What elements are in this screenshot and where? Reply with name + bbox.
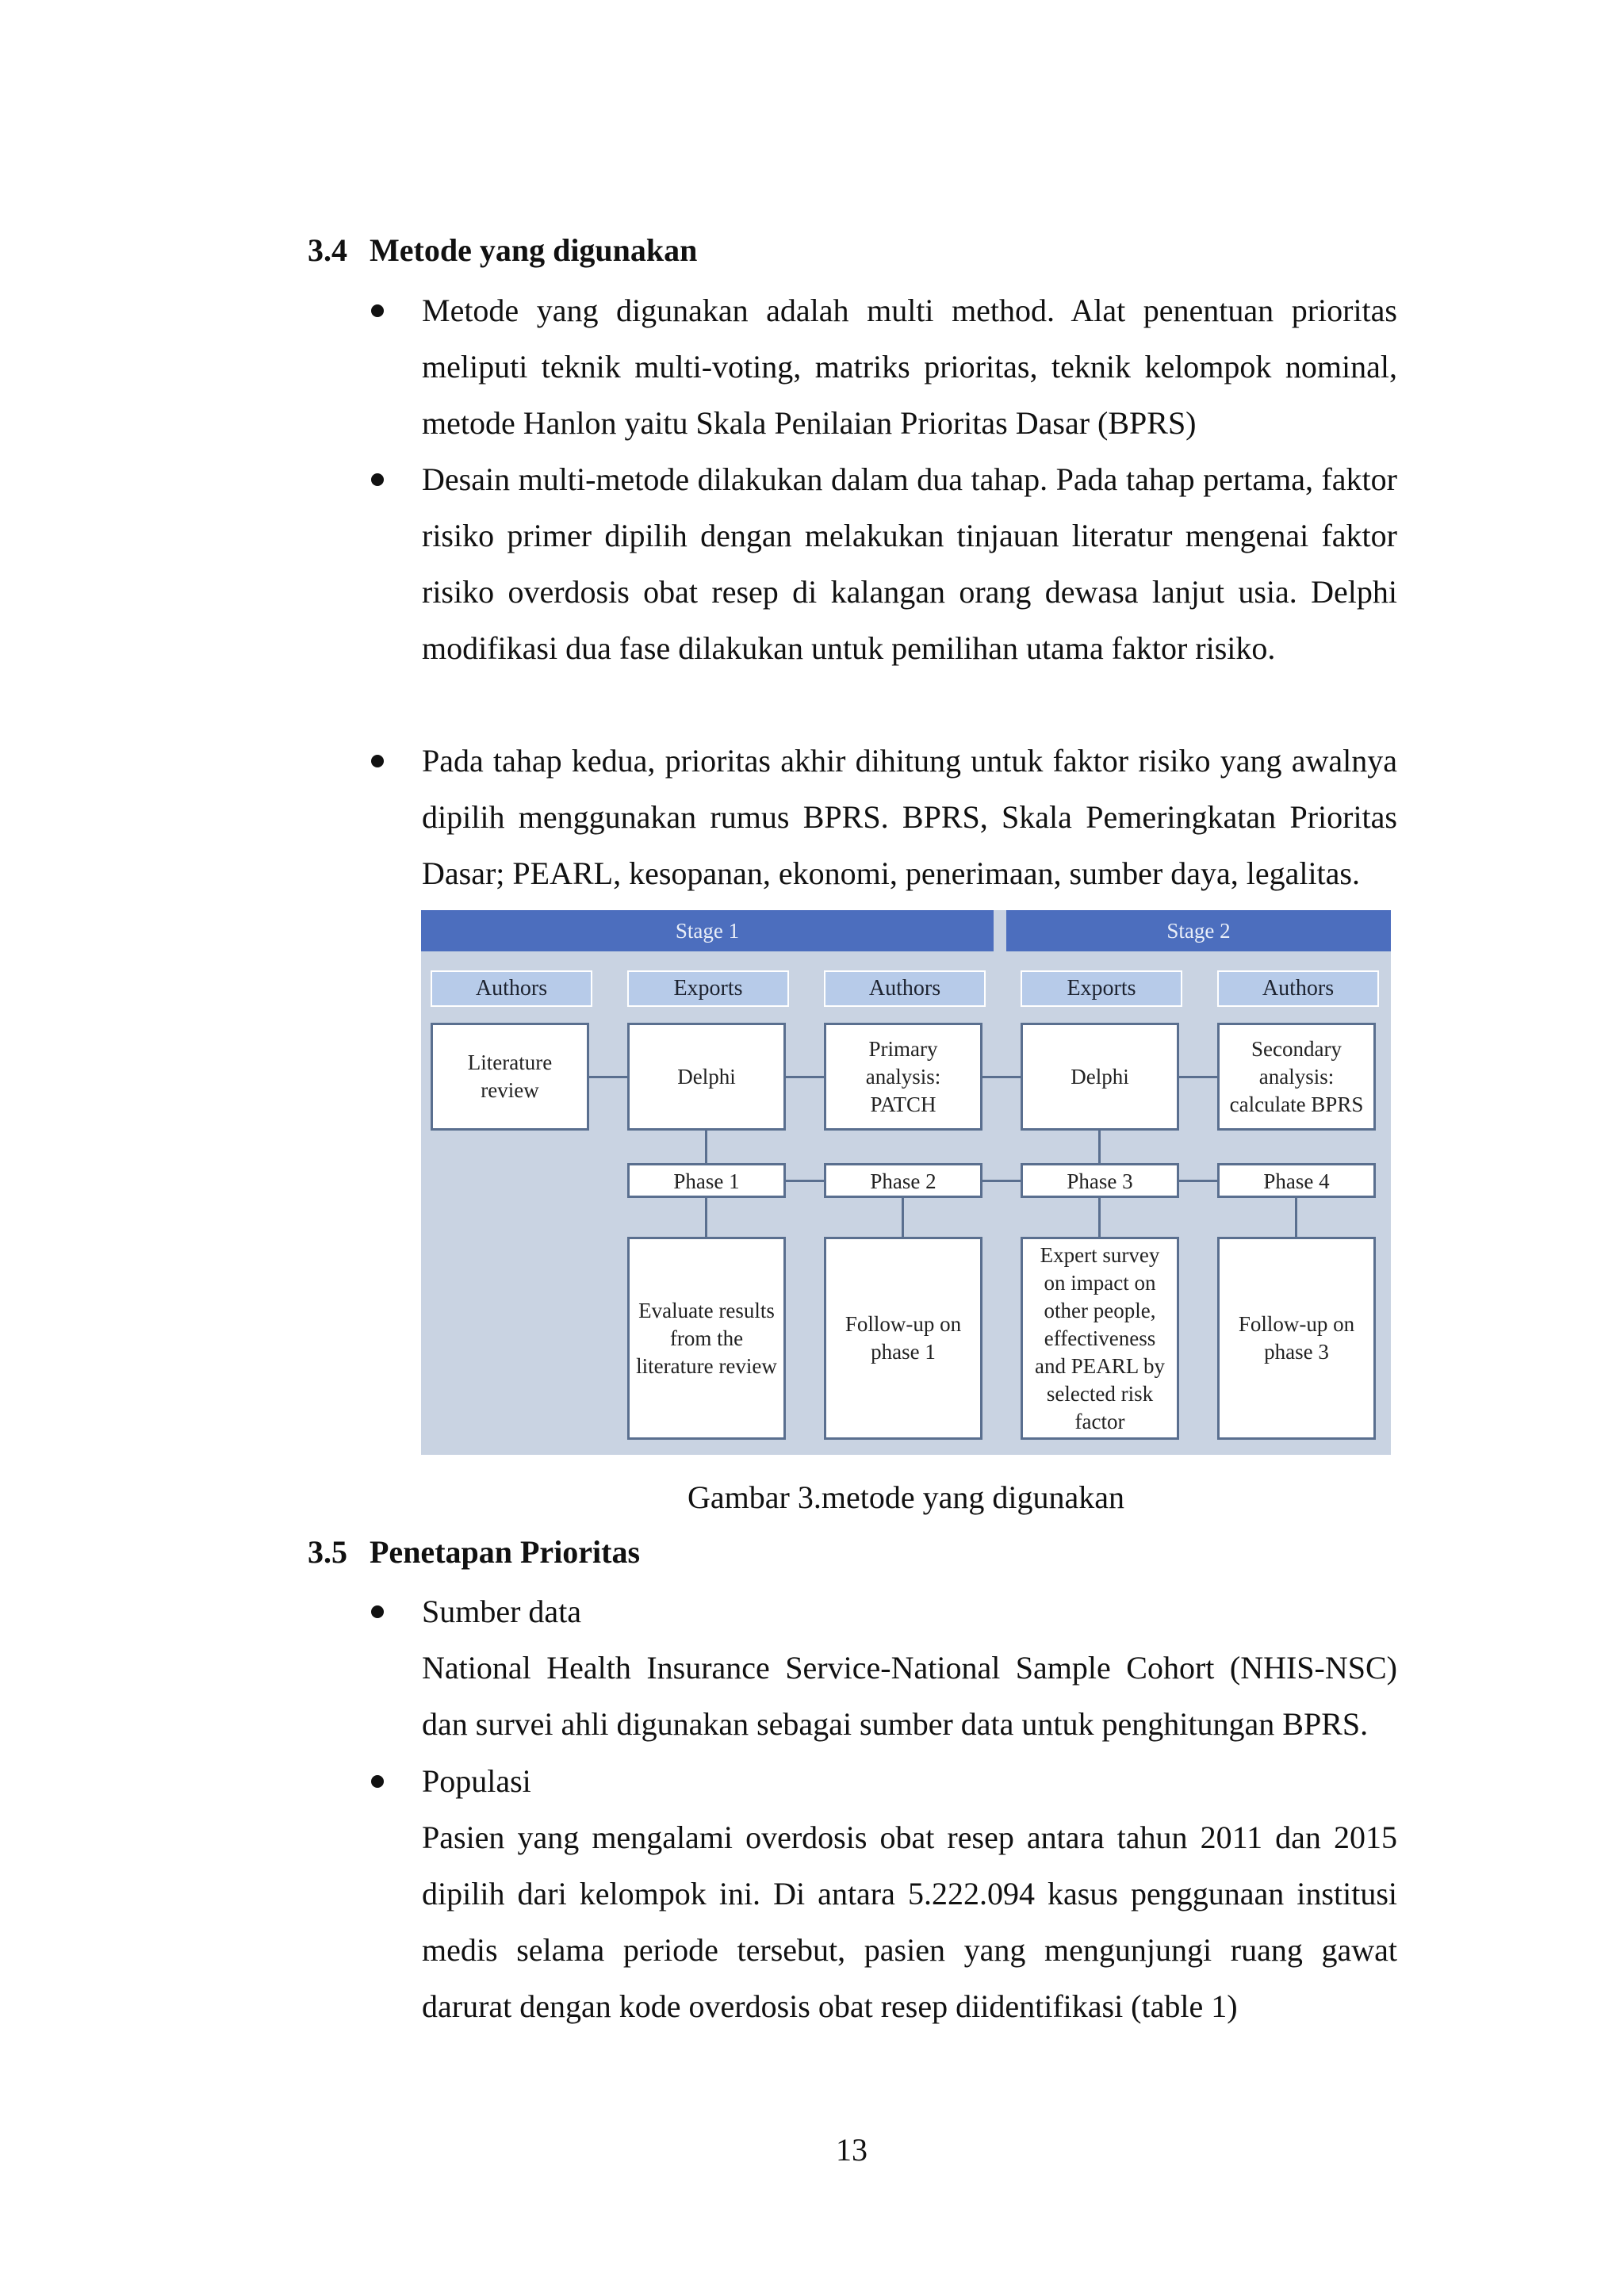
connector-line [902, 1198, 904, 1238]
stage-1-band: Stage 1 [421, 910, 994, 951]
connector-line [705, 1198, 707, 1238]
bullet-text: Desain multi-metode dilakukan dalam dua tahap. Pada tahap pertama, faktor risiko primer dipilih dengan melakukan tinjauan literatur mengenai faktor risiko overdosis obat resep di kalangan orang dewasa lanjut usia. Delphi modifikasi dua fase dilakukan untuk pemilihan utama faktor risiko. [422, 461, 1397, 666]
header-authors: Authors [431, 970, 592, 1007]
header-exports: Exports [627, 970, 789, 1007]
section-heading-3-4 [308, 232, 697, 270]
stage-2-band: Stage 2 [1006, 910, 1391, 951]
connector-line [705, 1131, 707, 1164]
section-title: Penetapan Prioritas [370, 1534, 641, 1570]
box-evaluate-results: Evaluate results from the literature review [627, 1237, 786, 1440]
box-delphi: Delphi [1021, 1023, 1179, 1131]
paragraph-sumber-data: National Health Insurance Service-National Sample Cohort (NHIS-NSC) dan survei ahli digunakan sebagai sumber data untuk penghitungan BPRS. [422, 1650, 1397, 1742]
phase-1-box: Phase 1 [627, 1163, 786, 1198]
bullet-dot [371, 1605, 384, 1618]
connector-line [979, 1076, 1024, 1078]
box-delphi: Delphi [627, 1023, 786, 1131]
connector-line [1176, 1180, 1220, 1182]
bullet-label: Populasi [422, 1763, 531, 1799]
connector-line [979, 1180, 1024, 1182]
phase-2-box: Phase 2 [824, 1163, 982, 1198]
page-number: 13 [836, 2132, 868, 2168]
bullet-dot [371, 755, 384, 767]
box-literature-review: Literature review [431, 1023, 589, 1131]
connector-line [783, 1076, 827, 1078]
section-number: 3.5 [308, 1534, 347, 1570]
bullet-text: Metode yang digunakan adalah multi method. Alat penentuan prioritas meliputi teknik multi-voting, matriks prioritas, teknik kelompok nominal, metode Hanlon yaitu Skala Penilaian Prioritas Dasar (BPRS) [422, 293, 1397, 441]
bullet-text: Pada tahap kedua, prioritas akhir dihitung untuk faktor risiko yang awalnya dipilih menggunakan rumus BPRS. BPRS, Skala Pemeringkatan Prioritas Dasar; PEARL, kesopanan, ekonomi, penerimaan, sumber daya, legalitas. [422, 743, 1397, 891]
box-secondary-analysis: Secondary analysis: calculate BPRS [1217, 1023, 1376, 1131]
box-expert-survey: Expert survey on impact on other people, effectiveness and PEARL by selected risk factor [1021, 1237, 1179, 1440]
figure-caption: Gambar 3.metode yang digunakan [688, 1479, 1124, 1515]
box-primary-analysis: Primary analysis: PATCH [824, 1023, 982, 1131]
bullet-dot [371, 473, 384, 486]
header-authors: Authors [824, 970, 986, 1007]
connector-line [1098, 1198, 1101, 1238]
header-exports: Exports [1021, 970, 1182, 1007]
phase-3-box: Phase 3 [1021, 1163, 1179, 1198]
connector-line [1098, 1131, 1101, 1164]
section-title: Metode yang digunakan [370, 232, 698, 268]
bullet-dot [371, 1775, 384, 1788]
method-diagram [421, 910, 1391, 1455]
box-follow-up-phase-1: Follow-up on phase 1 [824, 1237, 982, 1440]
paragraph-populasi: Pasien yang mengalami overdosis obat resep antara tahun 2011 dan 2015 dipilih dari kelompok ini. Di antara 5.222.094 kasus penggunaan institusi medis selama periode tersebut, pasien yang mengunjungi ruang gawat darurat dengan kode overdosis obat resep diidentifikasi (table 1) [422, 1820, 1397, 2024]
connector-line [1176, 1076, 1220, 1078]
connector-line [783, 1180, 827, 1182]
bullet-dot [371, 304, 384, 317]
connector-line [586, 1076, 630, 1078]
connector-line [1295, 1198, 1297, 1238]
section-heading-3-5 [308, 1533, 640, 1571]
box-follow-up-phase-3: Follow-up on phase 3 [1217, 1237, 1376, 1440]
bullet-label: Sumber data [422, 1594, 582, 1629]
section-number: 3.4 [308, 232, 347, 268]
phase-4-box: Phase 4 [1217, 1163, 1376, 1198]
header-authors: Authors [1217, 970, 1379, 1007]
